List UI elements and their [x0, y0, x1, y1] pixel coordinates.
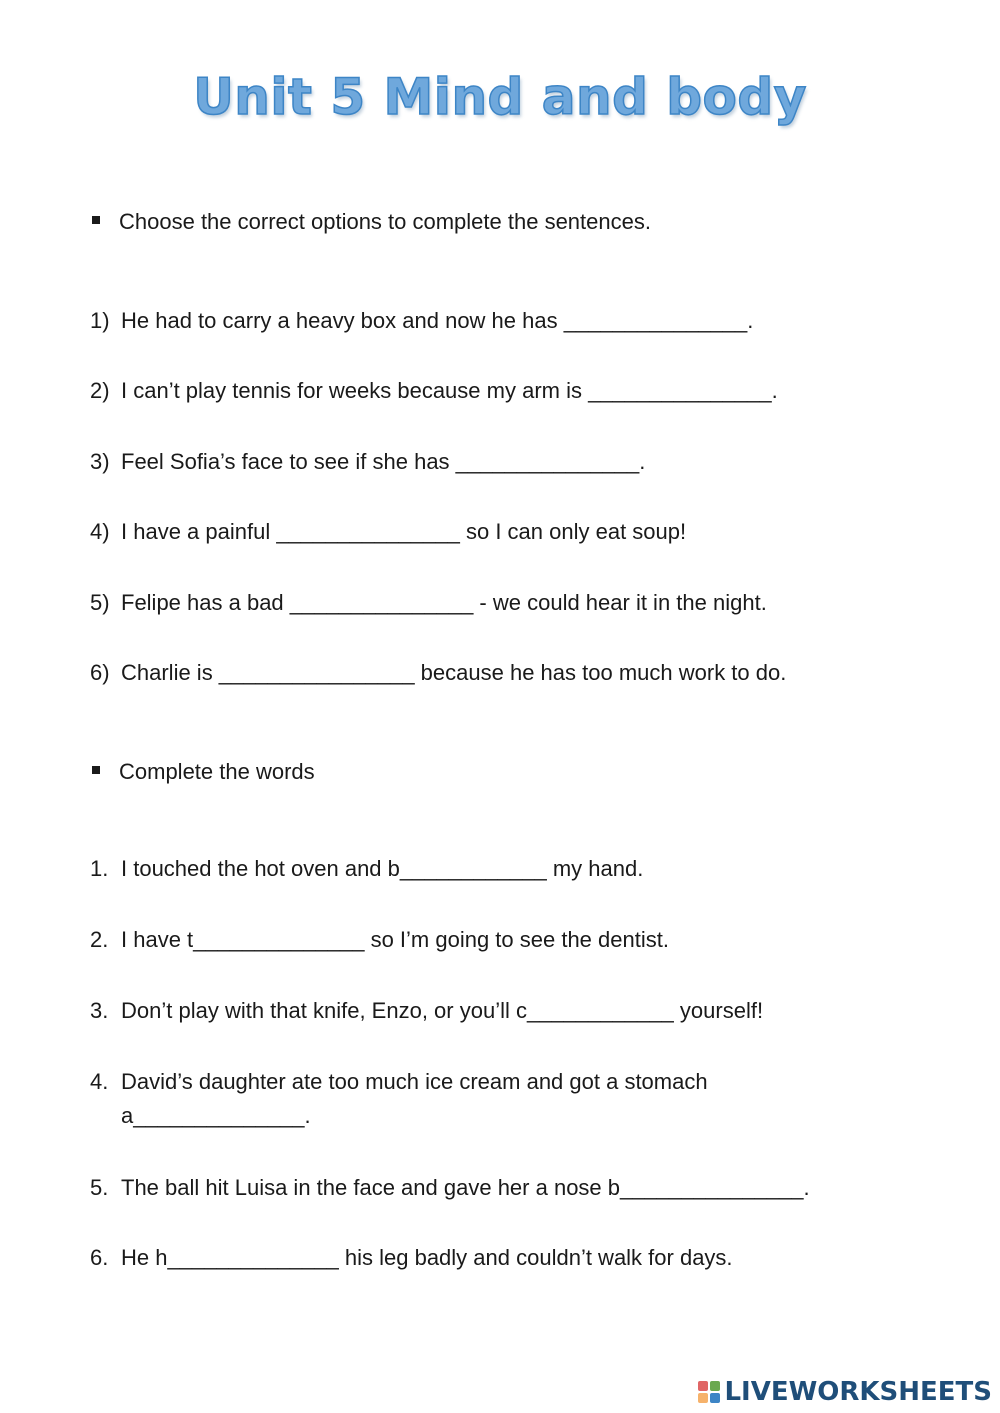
instruction-text: Choose the correct options to complete the sentences. — [119, 209, 651, 234]
list-item — [90, 994, 910, 1028]
item-number: 1) — [90, 308, 110, 333]
liveworksheets-mark-icon — [698, 1381, 720, 1403]
instruction-text: Complete the words — [119, 759, 315, 784]
item-text: Felipe has a bad _______________ - we could hear it in the night. — [121, 590, 767, 615]
logo-square — [710, 1393, 720, 1403]
item-text: I have a painful _______________ so I can only eat soup! — [121, 519, 687, 544]
item-number: 2) — [90, 378, 110, 403]
item-number: 4. — [90, 1069, 109, 1094]
liveworksheets-logo[interactable] — [698, 1377, 992, 1407]
list-item — [90, 304, 910, 338]
logo-square — [698, 1393, 708, 1403]
bullet-icon — [92, 216, 100, 224]
list-item — [90, 1065, 790, 1133]
item-text: David’s daughter ate too much ice cream and got a stomach a______________. — [121, 1069, 708, 1128]
list-item — [90, 1171, 910, 1205]
item-text: Feel Sofia’s face to see if she has _______________. — [121, 449, 646, 474]
item-text: I touched the hot oven and b____________ my hand. — [121, 856, 644, 881]
item-text: The ball hit Luisa in the face and gave her a nose b_______________. — [121, 1175, 810, 1200]
item-number: 6) — [90, 660, 110, 685]
item-number: 2. — [90, 927, 109, 952]
item-text: Don’t play with that knife, Enzo, or you’ll c____________ yourself! — [121, 998, 764, 1023]
item-text: Charlie is ________________ because he has too much work to do. — [121, 660, 787, 685]
item-number: 1. — [90, 856, 109, 881]
item-number: 6. — [90, 1245, 109, 1270]
item-number: 5. — [90, 1175, 109, 1200]
list-item — [90, 656, 910, 690]
item-number: 5) — [90, 590, 110, 615]
list-item — [90, 923, 910, 957]
instruction-section-1 — [92, 207, 651, 237]
list-item — [90, 515, 910, 549]
list-item — [90, 374, 910, 408]
item-number: 4) — [90, 519, 110, 544]
liveworksheets-wordmark: LIVEWORKSHEETS — [724, 1377, 992, 1407]
logo-square — [698, 1381, 708, 1391]
item-number: 3) — [90, 449, 110, 474]
page-title: Unit 5 Mind and body — [193, 68, 807, 126]
list-item — [90, 586, 910, 620]
bullet-icon — [92, 766, 100, 774]
item-text: He had to carry a heavy box and now he has _______________. — [121, 308, 754, 333]
item-text: He h______________ his leg badly and couldn’t walk for days. — [121, 1245, 733, 1270]
list-item — [90, 1241, 910, 1275]
instruction-section-2 — [92, 757, 315, 787]
item-text: I have t______________ so I’m going to see the dentist. — [121, 927, 669, 952]
list-item — [90, 852, 910, 886]
item-text: I can’t play tennis for weeks because my arm is _______________. — [121, 378, 778, 403]
list-item — [90, 445, 910, 479]
logo-square — [710, 1381, 720, 1391]
item-number: 3. — [90, 998, 109, 1023]
